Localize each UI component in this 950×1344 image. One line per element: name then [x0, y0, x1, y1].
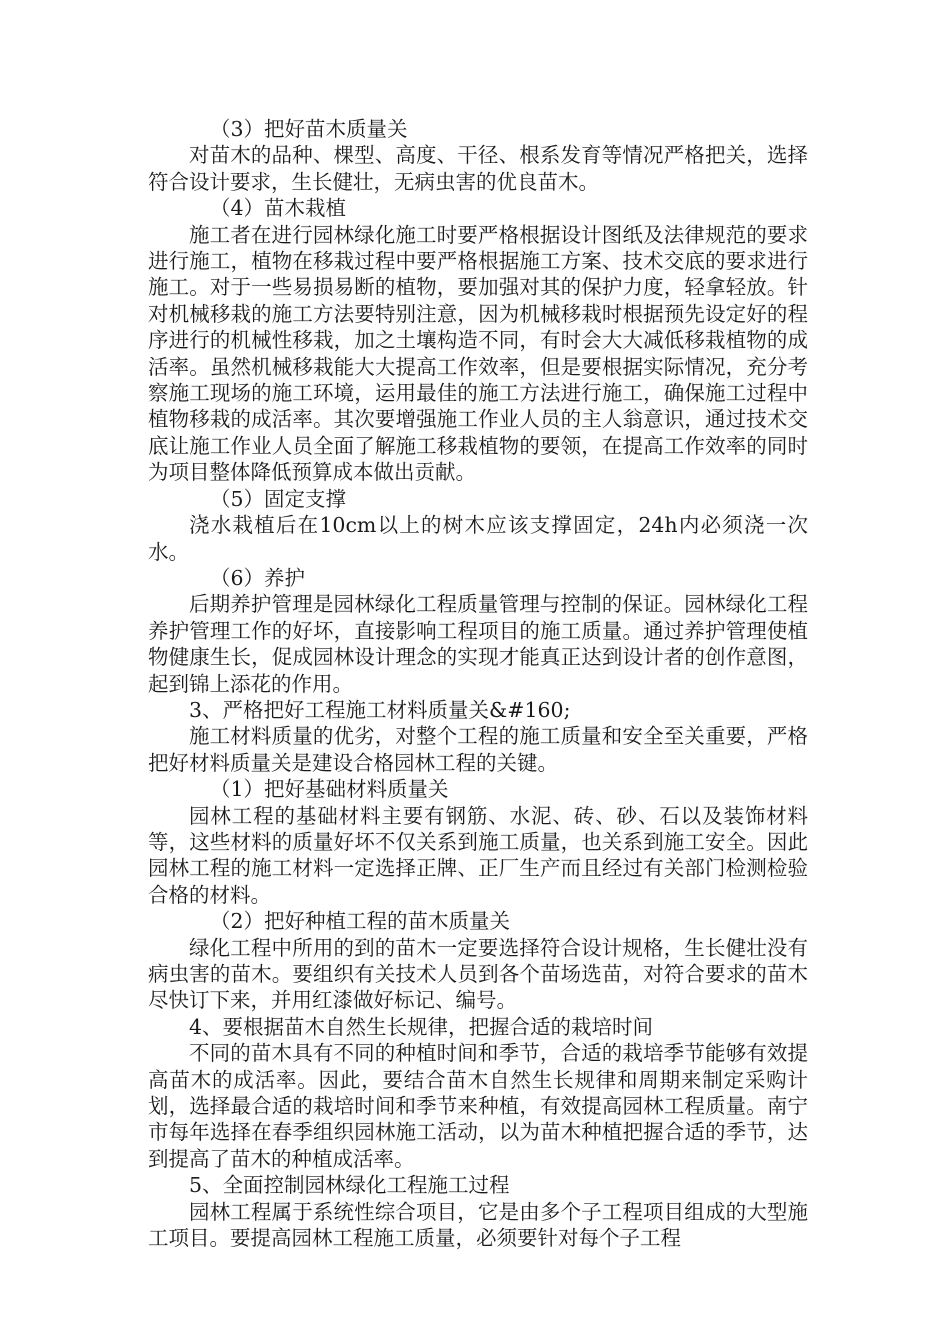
paragraph-planting-seedlings: 绿化工程中所用的到的苗木一定要选择符合设计规格，生长健壮没有病虫害的苗木。要组织有关技术人员到各个苗场选苗，对符合要求的苗木尽快订下来，并用红漆做好标记、编号。 [148, 935, 808, 1013]
paragraph-materials: 施工材料质量的优劣，对整个工程的施工质量和安全至关重要，严格把好材料质量关是建设合格园林工程的关键。 [148, 724, 808, 775]
section-heading-3-seedling-quality: （3）把好苗木质量关 [210, 117, 408, 141]
section-heading-6-maintenance: （6）养护 [210, 565, 306, 590]
section-heading-4-planting: （4）苗木栽植 [210, 196, 347, 221]
paragraph-process-control: 园林工程属于系统性综合项目，它是由多个子工程项目组成的大型施工项目。要提高园林工程施工质量，必须要针对每个子工程 [148, 1199, 808, 1251]
section-heading-2-planting-seedlings: （2）把好种植工程的苗木质量关 [210, 909, 511, 934]
paragraph-base-materials: 园林工程的基础材料主要有钢筋、水泥、砖、砂、石以及装饰材料等，这些材料的质量好坏不仅关系到施工质量，也关系到施工安全。因此园林工程的施工材料一定选择正牌、正厂生产而且经过有关部门检测检验合格的材料。 [148, 803, 808, 907]
section-heading-1-base-materials: （1）把好基础材料质量关 [210, 777, 449, 802]
section-heading-materials: 3、严格把好工程施工材料质量关&#160; [189, 697, 571, 722]
section-heading-5-support: （5）固定支撑 [210, 486, 347, 511]
paragraph-growth-timing: 不同的苗木具有不同的种植时间和季节，合适的栽培季节能够有效提高苗木的成活率。因此，要结合苗木自然生长规律和周期来制定采购计划，选择最合适的栽培时间和季节来种植，有效提高园林工程质量。南宁市每年选择在春季组织园林施工活动，以为苗木种植把握合适的季节，达到提高了苗木的种植成活率。 [148, 1041, 808, 1171]
section-heading-process-control: 5、全面控制园林绿化工程施工过程 [189, 1173, 510, 1198]
paragraph-planting: 施工者在进行园林绿化施工时要严格根据设计图纸及法律规范的要求进行施工，植物在移栽过程中要严格根据施工方案、技术交底的要求进行施工。对于一些易损易断的植物，要加强对其的保护力度，轻拿轻放。针对机械移栽的施工方法要特别注意，因为机械移栽时根据预先设定好的程序进行的机械性移栽，加之土壤构造不同，有时会大大减低移栽植物的成活率。虽然机械移栽能大大提高工作效率，但是要根据实际情况，充分考察施工现场的施工环境，运用最佳的施工方法进行施工，确保施工过程中植物移栽的成活率。其次要增强施工作业人员的主人翁意识，通过技术交底让施工作业人员全面了解施工移栽植物的要领，在提高工作效率的同时为项目整体降低预算成本做出贡献。 [148, 222, 808, 485]
document-body [148, 116, 808, 1251]
paragraph-maintenance: 后期养护管理是园林绿化工程质量管理与控制的保证。园林绿化工程养护管理工作的好坏，直接影响工程项目的施工质量。通过养护管理使植物健康生长，促成园林设计理念的实现才能真正达到设计者的创作意图，起到锦上添花的作用。 [148, 592, 808, 696]
paragraph-support: 浇水栽植后在10cm以上的树木应该支撑固定，24h内必须浇一次水。 [148, 513, 808, 564]
section-heading-growth-timing: 4、要根据苗木自然生长规律，把握合适的栽培时间 [189, 1014, 654, 1039]
paragraph-seedling-quality: 对苗木的品种、棵型、高度、干径、根系发育等情况严格把关，选择符合设计要求，生长健壮，无病虫害的优良苗木。 [148, 143, 808, 194]
